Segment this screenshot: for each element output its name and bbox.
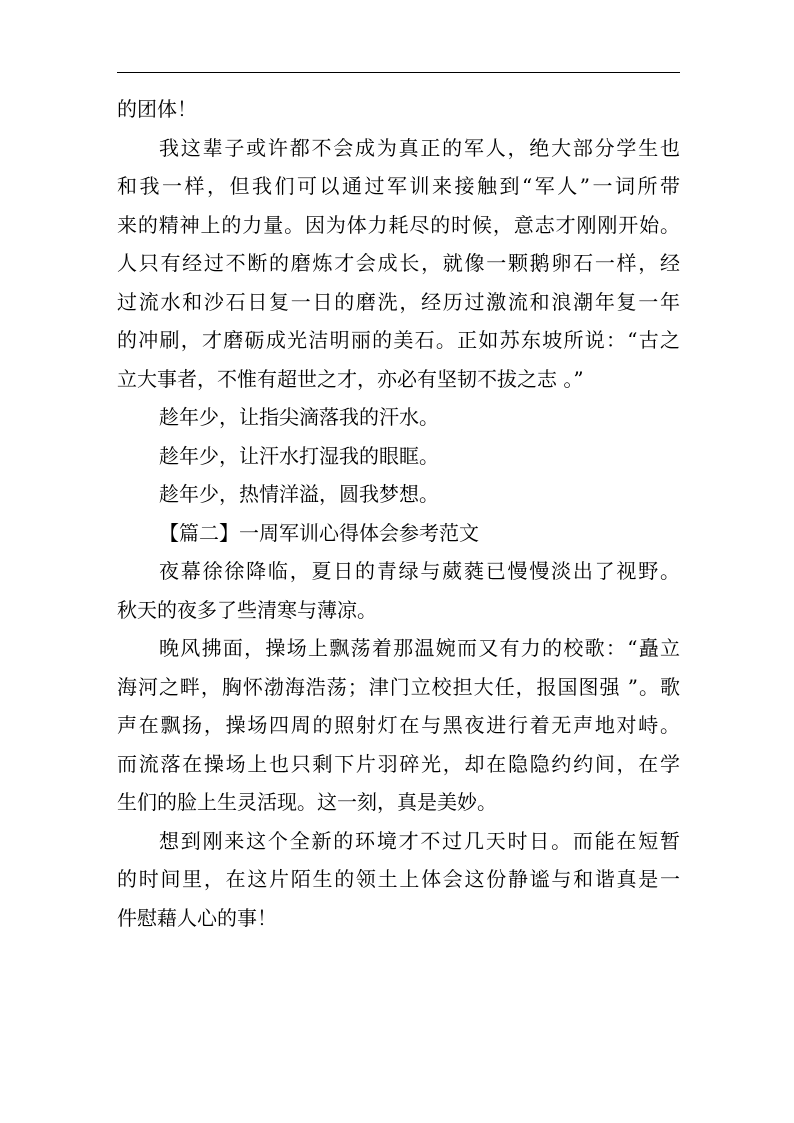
text-line: 件慰藉人心的事！ <box>117 905 277 930</box>
text-line: 晚风拂面，操场上飘荡着那温婉而又有力的校歌：“矗立 <box>159 636 680 660</box>
text-line: 趁年少，让指尖滴落我的汗水。 <box>159 405 439 429</box>
text-line: 而流落在操场上也只剩下片羽碎光，却在隐隐约约间，在学 <box>117 751 680 776</box>
text-line: 的时间里，在这片陌生的领土上体会这份静谧与和谐真是一 <box>117 867 680 891</box>
text-line: 趁年少，热情洋溢，圆我梦想。 <box>159 482 439 506</box>
text-line: 海河之畔，胸怀渤海浩荡；津门立校担大任，报国图强 ”。歌 <box>117 674 680 699</box>
document-body <box>117 90 680 937</box>
text-line: 的团体！ <box>117 97 197 121</box>
text-line: 声在飘扬，操场四周的照射灯在与黑夜进行着无声地对峙。 <box>117 713 680 737</box>
text-line: 想到刚来这个全新的环境才不过几天时日。而能在短暂 <box>159 828 680 853</box>
header-rule <box>117 72 680 73</box>
text-line: 生们的脸上生灵活现。这一刻，真是美妙。 <box>117 790 497 814</box>
text-line: 过流水和沙石日复一日的磨洗，经历过激流和浪潮年复一年 <box>117 289 680 314</box>
text-line: 我这辈子或许都不会成为真正的军人，绝大部分学生也 <box>159 135 680 160</box>
text-line: 和我一样，但我们可以通过军训来接触到“军人”一词所带 <box>117 174 680 198</box>
text-line: 人只有经过不断的磨炼才会成长，就像一颗鹅卵石一样，经 <box>117 251 680 275</box>
text-line: 来的精神上的力量。因为体力耗尽的时候，意志才刚刚开始。 <box>117 212 680 237</box>
text-line: 的冲刷，才磨砺成光洁明丽的美石。正如苏东坡所说：“古之 <box>117 328 680 352</box>
text-line: 【篇二】一周军训心得体会参考范文 <box>159 520 479 545</box>
text-line: 夜幕徐徐降临，夏日的青绿与葳蕤已慢慢淡出了视野。 <box>159 559 680 583</box>
text-line: 趁年少，让汗水打湿我的眼眶。 <box>159 443 439 468</box>
text-line: 立大事者，不惟有超世之才，亦必有坚韧不拔之志 。” <box>117 366 584 391</box>
text-line: 秋天的夜多了些清寒与薄凉。 <box>117 597 377 622</box>
